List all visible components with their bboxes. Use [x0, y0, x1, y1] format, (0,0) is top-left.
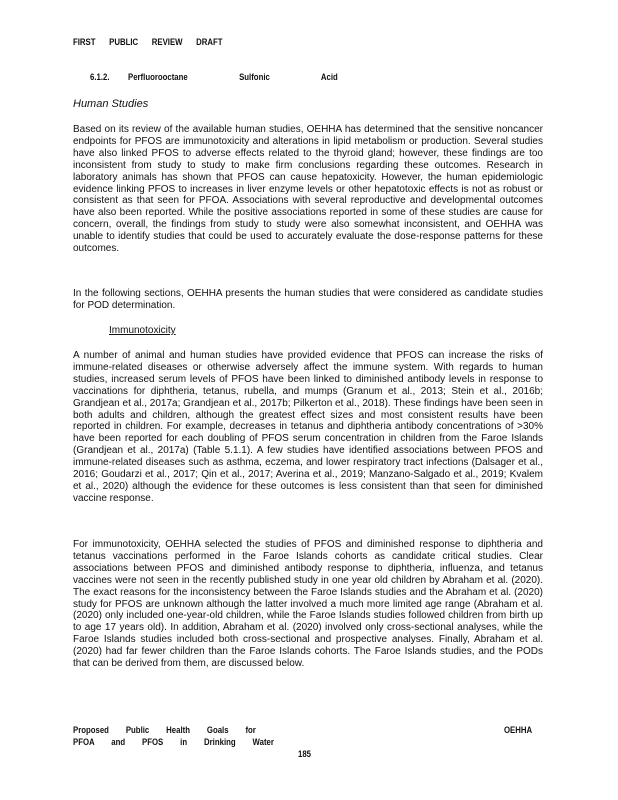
- paragraph-following-sections: In the following sections, OEHHA presents the human studies that were considered as candidate studies for POD determination.: [73, 288, 543, 311]
- paragraph-candidate-studies: For immunotoxicity, OEHHA selected the studies of PFOS and diminished response to diphtheria and tetanus vaccinations performed in the Faroe Islands cohorts as candidate critical studies. Clear associations between PFOS and diminished antibody response to diphtheria, influenza, and tetanus vaccines were not seen in the recently published study in one year old children by Abraham et al. (2020). The exact reasons for the inconsistency between the Faroe Islands studies and the Abraham et al. (2020) study for PFOS are unknown although the latter involved a much more limited age range (Abraham et al. (2020) only included one-year-old children, while the Faroe Islands studies followed children from birth up to age 17 years old). In addition, Abraham et al. (2020) involved only cross-sectional analyses, while the Faroe Islands studies included both cross-sectional and prospective analyses. Finally, Abraham et al. (2020) had far fewer children than the Faroe Islands cohorts. The Faroe Islands studies, and the PODs that can be derived from them, are discussed below.: [73, 539, 543, 670]
- footer-left-line1: Proposed Public Health Goals for: [73, 725, 256, 736]
- subheading-immunotoxicity: Immunotoxicity: [109, 325, 176, 336]
- page-number: 185: [298, 749, 312, 760]
- section-title: Perfluorooctane Sulfonic Acid: [128, 72, 338, 83]
- paragraph-sensitive-endpoints: Based on its review of the available human studies, OEHHA has determined that the sensitive noncancer endpoints for PFOS are immunotoxicity and alterations in lipid metabolism or production. Several studies have also linked PFOS to adverse effects related to the thyroid gland; however, these findings are too inconsistent from study to study to make firm conclusions regarding these outcomes. Research in laboratory animals has shown that PFOS can cause hepatoxicity. However, the human epidemiologic evidence linking PFOS to increases in liver enzyme levels or other hepatotoxic effects is not as robust or consistent as that seen for PFOA. Associations with several reproductive and developmental outcomes have also been reported. While the positive associations reported in some of these studies are cause for concern, overall, the findings from study to study were also somewhat inconsistent, and OEHHA was unable to identify studies that could be used to accurately evaluate the dose-response patterns for these outcomes.: [73, 124, 543, 255]
- footer-right-agency: OEHHA: [504, 725, 533, 736]
- paragraph-immune-evidence: A number of animal and human studies have provided evidence that PFOS can increase the risks of immune-related diseases or otherwise adversely affect the immune system. With regards to human studies, increased serum levels of PFOS have been linked to diminished antibody levels in response to vaccinations for diphtheria, tetanus, rubella, and mumps (Granum et al., 2013; Stein et al., 2016b; Grandjean et al., 2017a; Grandjean et al., 2017b; Pilkerton et al., 2018). These findings have been seen in both adults and children, although the greatest effect sizes and most consistent results have been reported in children. For example, decreases in tetanus and diphtheria antibody concentrations of >30% have been reported for each doubling of PFOS serum concentration in children from the Faroe Islands (Grandjean et al., 2017a) (Table 5.1.1). A few studies have identified associations between PFOS and immune-related diseases such as asthma, eczema, and lower respiratory tract infections (Dalsager et al., 2016; Goudarzi et al., 2017; Qin et al., 2017; Averina et al., 2019; Manzano-Salgado et al., 2019; Kvalem et al., 2020) although the evidence for these outcomes is less consistent than that seen for diminished vaccine response.: [73, 350, 543, 504]
- subheading-human-studies: Human Studies: [73, 98, 149, 110]
- footer-left-line2: PFOA and PFOS in Drinking Water: [73, 737, 274, 748]
- section-number: 6.1.2.: [90, 72, 110, 83]
- draft-header: FIRST PUBLIC REVIEW DRAFT: [73, 37, 223, 48]
